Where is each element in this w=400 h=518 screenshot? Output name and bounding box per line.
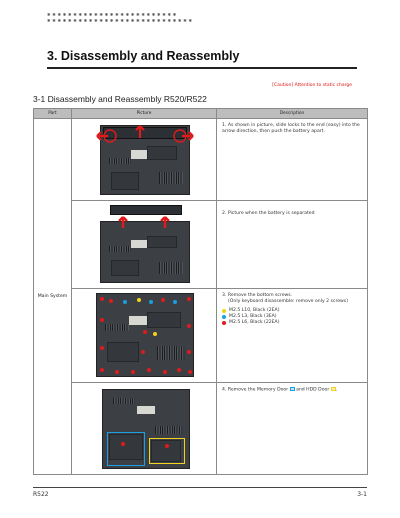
laptop-bottom-photo <box>96 293 194 377</box>
blue-dot-icon <box>222 315 226 319</box>
arrow-left-icon <box>94 129 118 143</box>
screw-red-icon <box>163 370 167 374</box>
vent-grille <box>155 426 183 434</box>
screw-red-icon <box>100 368 104 372</box>
battery-pack <box>110 205 182 215</box>
laptop-bottom-photo <box>102 389 190 469</box>
step-3-note: (Only keyboard disassemble: remove only 2 screws) <box>228 299 348 305</box>
hdd-door-highlight <box>149 438 185 464</box>
header-picture: Picture <box>72 109 217 119</box>
vent-grille <box>113 398 135 404</box>
step-2-text: 2. Picture when the battery is separated <box>222 211 315 216</box>
screw-red-icon <box>100 346 104 350</box>
screw-red-icon <box>100 297 104 301</box>
part-cell: Main System <box>34 119 72 475</box>
screw-yellow-icon <box>153 332 157 336</box>
table-row <box>34 289 368 383</box>
screw-red-icon <box>147 368 151 372</box>
legend-label: M2.5 L10, Black (2EA) <box>229 307 280 313</box>
table-row <box>34 383 368 475</box>
vent-grille <box>109 158 131 164</box>
screw-red-icon <box>109 299 113 303</box>
memory-cover <box>107 342 139 362</box>
header-part: Part <box>34 109 72 119</box>
arrow-up-icon <box>159 215 171 229</box>
vent-grille <box>159 262 183 274</box>
arrow-right-icon <box>172 129 196 143</box>
screw-red-icon <box>141 350 145 354</box>
screw-red-icon <box>115 370 119 374</box>
caution-note: [Caution] Attention to static charge <box>272 83 352 88</box>
label-sticker <box>137 406 155 414</box>
screw-red-icon <box>165 444 169 448</box>
screw-red-icon <box>187 297 191 301</box>
screw-red-icon <box>100 318 104 322</box>
hdd-cover <box>147 312 181 328</box>
table-row <box>34 119 368 201</box>
screw-red-icon <box>187 324 191 328</box>
title-rule <box>47 67 357 69</box>
step-3-text: 3. Remove the bottom screws. <box>222 293 293 298</box>
vent-grille <box>105 324 129 331</box>
notice-line-2: ✱ ✱ ✱ ✱ ✱ ✱ ✱ ✱ ✱ ✱ ✱ ✱ ✱ ✱ ✱ ✱ ✱ ✱ ✱ ✱ ✱ ✱ ✱ ✱ ✱ ✱ ✱ ✱ <box>47 18 193 23</box>
subsection-title: 3-1 Disassembly and Reassembly R520/R522 <box>33 94 207 104</box>
top-notice <box>47 12 367 24</box>
screw-red-icon <box>121 442 125 446</box>
memory-cover <box>111 260 139 276</box>
hdd-cover <box>147 146 177 160</box>
vent-grille <box>157 346 185 360</box>
step-4-text-and: and HDD Door <box>296 387 330 393</box>
red-dot-icon <box>222 321 226 325</box>
yellow-dot-icon <box>222 309 226 313</box>
table-header-row <box>34 109 368 119</box>
memory-door-highlight <box>107 432 145 466</box>
footer-rule <box>33 487 367 488</box>
memory-cover <box>111 172 139 190</box>
header-description: Description <box>217 109 368 119</box>
screw-legend-row <box>222 320 362 326</box>
description-step-1 <box>217 119 368 201</box>
arrow-up-icon <box>133 123 147 139</box>
screw-red-icon <box>143 330 147 334</box>
step-4-text: 4. Remove the Memory Door <box>222 387 289 393</box>
description-step-4 <box>217 383 368 475</box>
photo-cell-step-4 <box>72 383 217 475</box>
label-sticker <box>129 316 149 325</box>
screw-blue-icon <box>149 300 153 304</box>
description-step-3 <box>217 289 368 383</box>
screw-red-icon <box>187 350 191 354</box>
screw-red-icon <box>188 370 192 374</box>
screw-red-icon <box>161 298 165 302</box>
description-step-2 <box>217 201 368 289</box>
photo-cell-step-3 <box>72 289 217 383</box>
screw-blue-icon <box>173 300 177 304</box>
legend-label: M2.5 L3, Black (3EA) <box>229 313 277 319</box>
screw-red-icon <box>131 370 135 374</box>
photo-cell-step-1 <box>72 119 217 201</box>
photo-cell-step-2 <box>72 201 217 289</box>
step-1-text: 1. As shown in picture, slide locks to the end (easy) into the arrow direction, then push the battery apart. <box>222 123 360 135</box>
vent-grille <box>109 246 131 252</box>
step-4-text-end: . <box>335 387 338 393</box>
vent-grille <box>159 172 183 184</box>
footer-page-number: 3-1 <box>357 491 367 498</box>
notice-line-1: ✱ ✱ ✱ ✱ ✱ ✱ ✱ ✱ ✱ ✱ ✱ ✱ ✱ ✱ ✱ ✱ ✱ ✱ ✱ ✱ ✱ ✱ ✱ ✱ ✱ <box>47 12 177 17</box>
hdd-cover <box>147 236 177 248</box>
screw-yellow-icon <box>137 298 141 302</box>
screw-red-icon <box>177 368 181 372</box>
table-row <box>34 201 368 289</box>
laptop-bottom-photo <box>100 221 190 283</box>
screw-blue-icon <box>123 300 127 304</box>
disassembly-table <box>33 108 368 475</box>
blue-box-icon <box>290 387 295 391</box>
footer-model: R522 <box>33 491 49 498</box>
section-title: 3. Disassembly and Reassembly <box>47 49 240 63</box>
arrow-up-icon <box>117 215 129 229</box>
legend-label: M2.5 L6, Black (22EA) <box>229 320 280 326</box>
